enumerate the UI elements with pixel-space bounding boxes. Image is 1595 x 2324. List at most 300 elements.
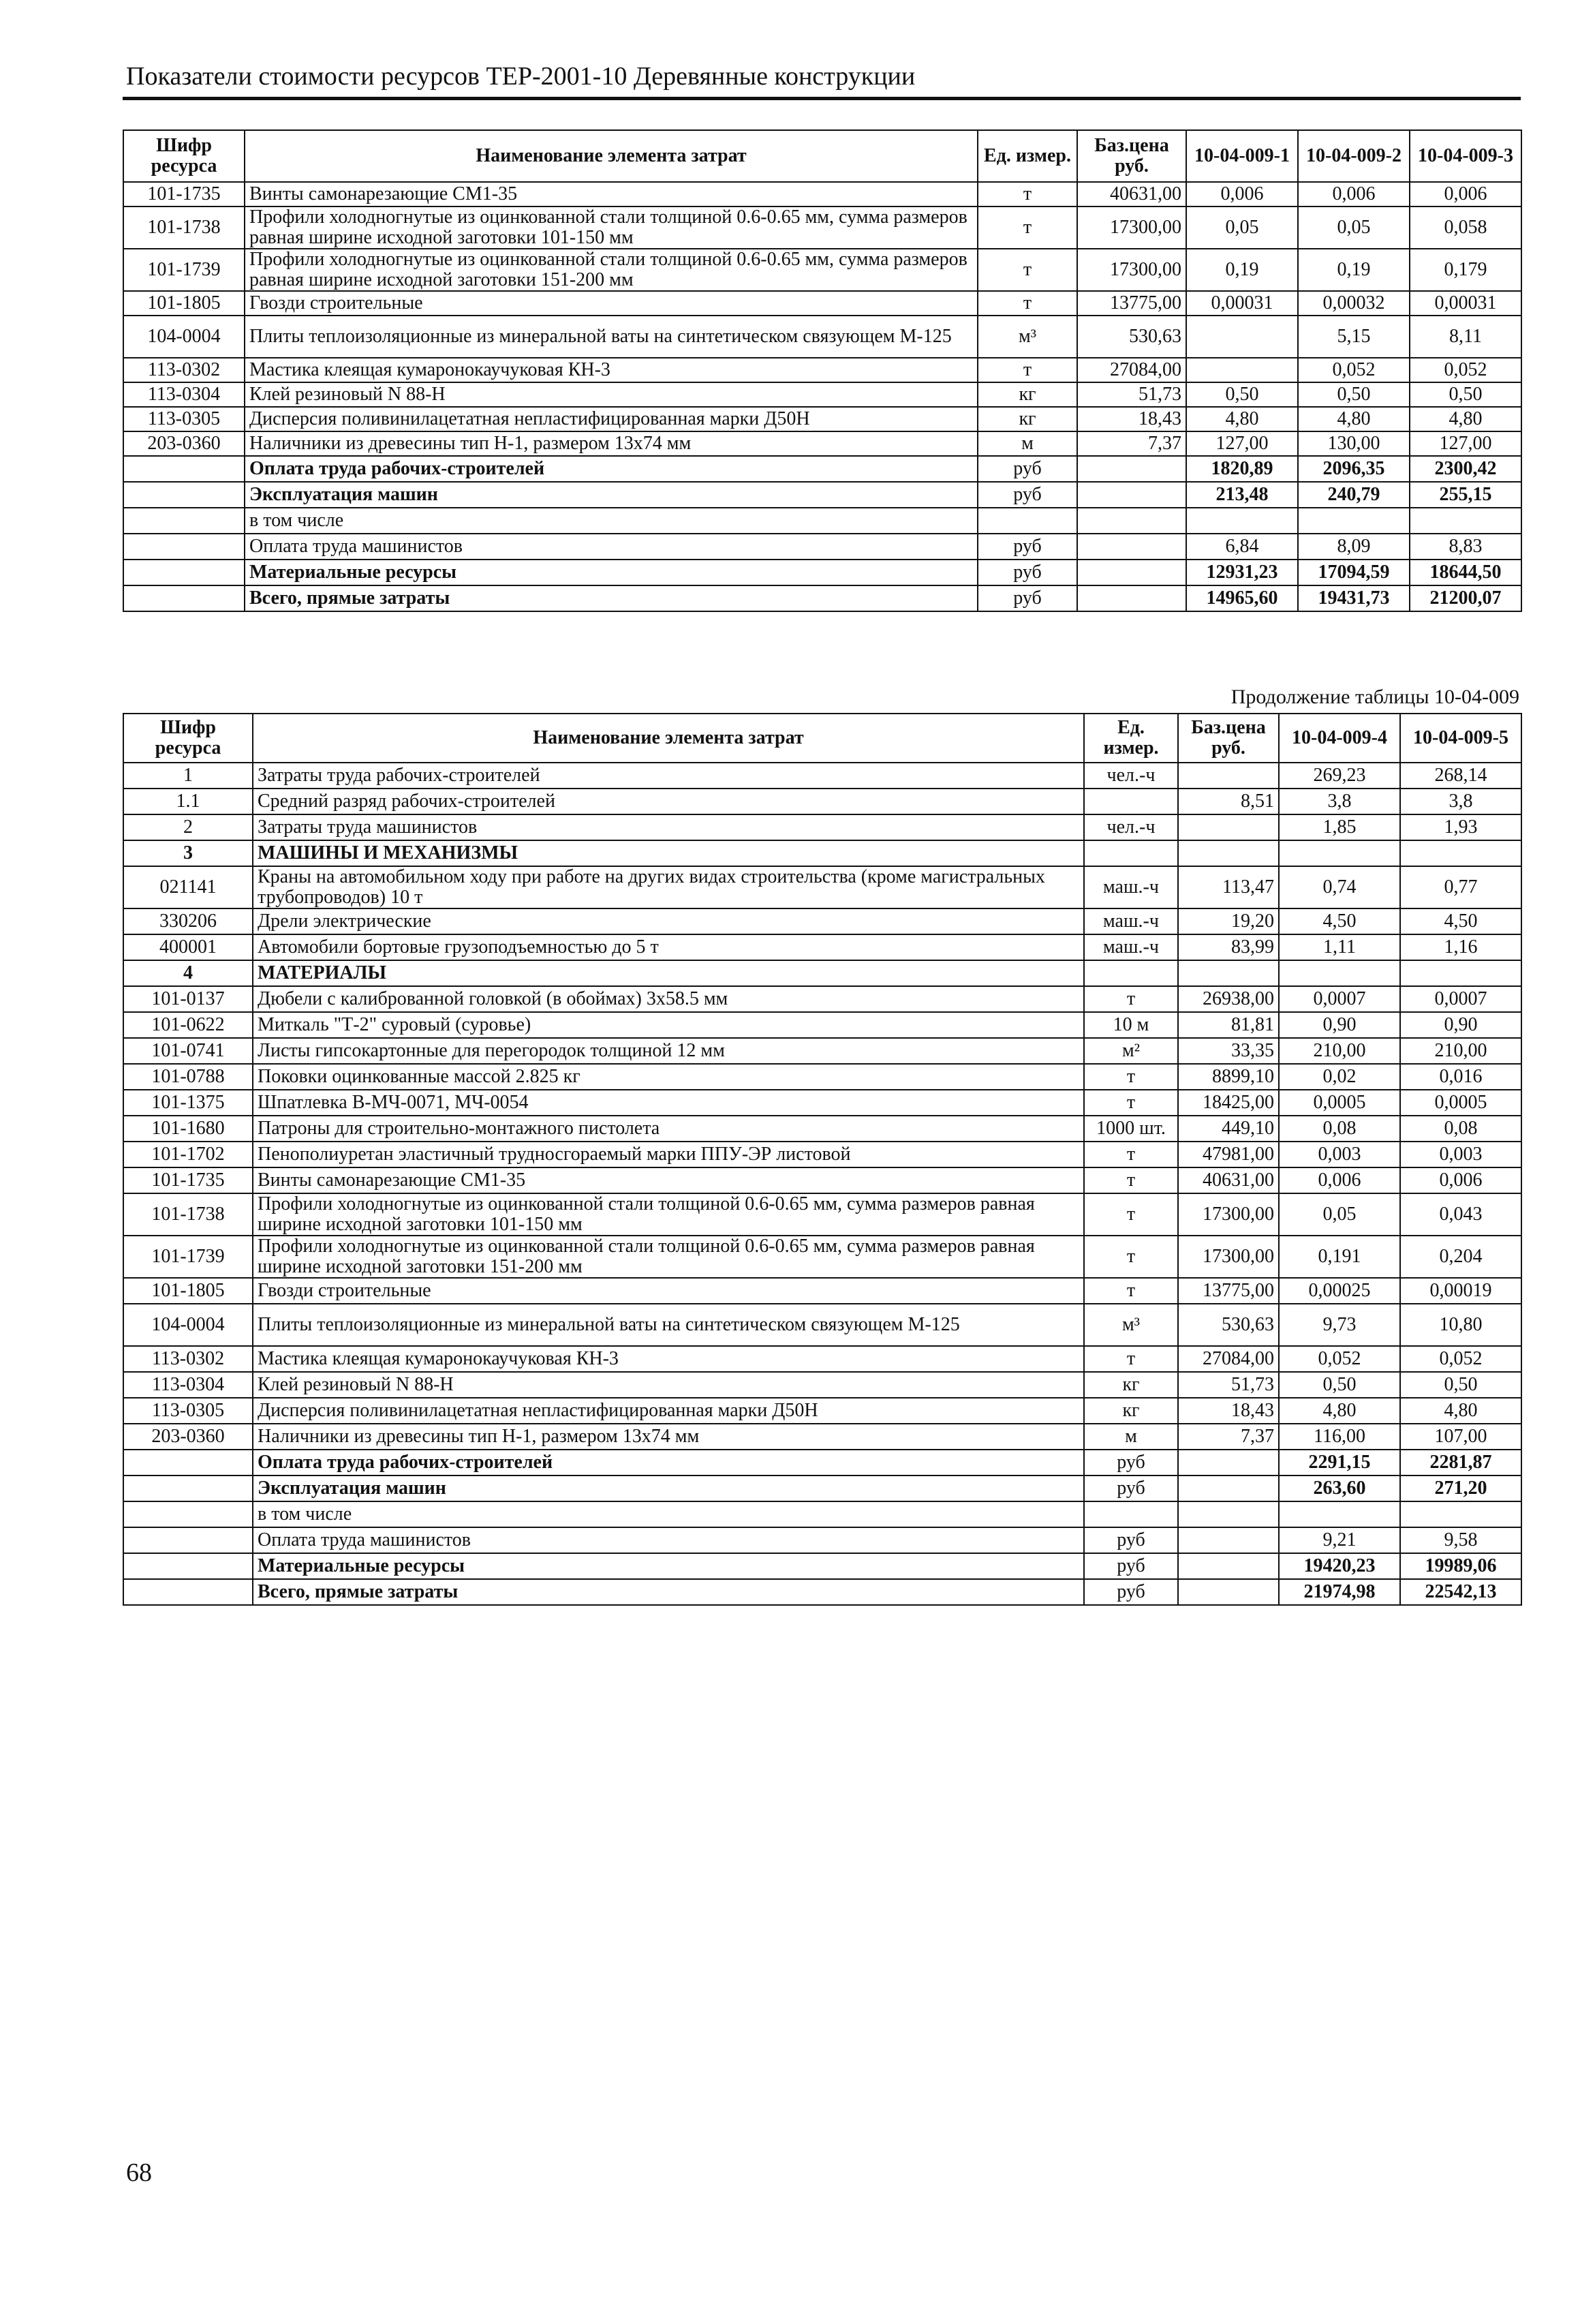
summary-row (123, 1450, 1521, 1476)
cost-element-name: Патроны для строительно-монтажного пистолета (253, 1116, 1084, 1142)
unit-cell: руб (978, 482, 1077, 508)
value-cell: 116,00 (1279, 1424, 1400, 1450)
value-cell: 0,058 (1410, 207, 1521, 249)
value-cell: 210,00 (1400, 1038, 1521, 1064)
col-header-v1: 10-04-009-1 (1186, 130, 1298, 182)
empty-price-cell (1178, 1450, 1279, 1476)
value-cell: 1,11 (1279, 934, 1400, 960)
value-cell (1279, 840, 1400, 866)
unit-cell: руб (978, 534, 1077, 560)
base-price-cell: 17300,00 (1178, 1236, 1279, 1278)
value-cell: 0,0007 (1400, 986, 1521, 1012)
value-cell: 0,204 (1400, 1236, 1521, 1278)
table-row (123, 407, 1521, 431)
resource-code: 203-0360 (123, 431, 245, 456)
value-cell (1186, 358, 1298, 382)
value-cell: 0,00031 (1410, 291, 1521, 316)
cost-element-name: Профили холодногнутые из оцинкованной стали толщиной 0.6-0.65 мм, сумма размеров равная ширине исходной заготовки 151-200 мм (245, 249, 978, 291)
summary-label: Оплата труда машинистов (253, 1527, 1084, 1553)
unit-cell: руб (978, 560, 1077, 585)
summary-label: в том числе (245, 508, 978, 534)
empty-code-cell (123, 1450, 253, 1476)
table-row (123, 934, 1521, 960)
empty-code-cell (123, 1476, 253, 1501)
empty-price-cell (1077, 482, 1186, 508)
resource-code: 113-0302 (123, 358, 245, 382)
resource-code: 101-1805 (123, 1278, 253, 1304)
empty-code-cell (123, 1501, 253, 1527)
empty-code-cell (123, 560, 245, 585)
table-row (123, 382, 1521, 407)
summary-row (123, 1527, 1521, 1553)
value-cell: 0,052 (1298, 358, 1410, 382)
resource-code: 113-0305 (123, 407, 245, 431)
table-row (123, 207, 1521, 249)
resource-code: 101-1805 (123, 291, 245, 316)
resource-code: 330206 (123, 908, 253, 934)
base-price-cell: 26938,00 (1178, 986, 1279, 1012)
value-cell: 0,179 (1410, 249, 1521, 291)
table-row (123, 986, 1521, 1012)
value-cell: 0,00025 (1279, 1278, 1400, 1304)
cost-element-name: Поковки оцинкованные массой 2.825 кг (253, 1064, 1084, 1090)
cost-element-name: Мастика клеящая кумаронокаучуковая КН-3 (245, 358, 978, 382)
table-row (123, 814, 1521, 840)
summary-row (123, 508, 1521, 534)
base-price-cell: 83,99 (1178, 934, 1279, 960)
resource-code: 101-1735 (123, 182, 245, 207)
empty-price-cell (1178, 1579, 1279, 1605)
value-cell: 19420,23 (1279, 1553, 1400, 1579)
value-cell: 0,052 (1400, 1346, 1521, 1372)
base-price-cell: 51,73 (1077, 382, 1186, 407)
value-cell: 0,003 (1400, 1142, 1521, 1167)
value-cell (1186, 508, 1298, 534)
cost-element-name: Мастика клеящая кумаронокаучуковая КН-3 (253, 1346, 1084, 1372)
unit-cell: маш.-ч (1084, 908, 1178, 934)
base-price-cell: 40631,00 (1178, 1167, 1279, 1193)
value-cell: 21974,98 (1279, 1579, 1400, 1605)
base-price-cell: 40631,00 (1077, 182, 1186, 207)
base-price-cell: 27084,00 (1178, 1346, 1279, 1372)
value-cell: 0,19 (1186, 249, 1298, 291)
value-cell: 0,19 (1298, 249, 1410, 291)
value-cell: 4,80 (1410, 407, 1521, 431)
empty-price-cell (1077, 534, 1186, 560)
resource-code: 113-0302 (123, 1346, 253, 1372)
unit-cell: т (1084, 1064, 1178, 1090)
table-row (123, 291, 1521, 316)
col-header-code: Шифр ресурса (123, 130, 245, 182)
value-cell: 0,191 (1279, 1236, 1400, 1278)
empty-price-cell (1178, 1501, 1279, 1527)
col-header-name: Наименование элемента затрат (253, 714, 1084, 763)
unit-cell: чел.-ч (1084, 763, 1178, 789)
value-cell: 0,50 (1400, 1372, 1521, 1398)
table-row (123, 1142, 1521, 1167)
resource-code: 1.1 (123, 789, 253, 814)
value-cell: 5,15 (1298, 316, 1410, 358)
summary-label: в том числе (253, 1501, 1084, 1527)
table-row (123, 1193, 1521, 1236)
value-cell: 9,21 (1279, 1527, 1400, 1553)
unit-cell: т (1084, 1236, 1178, 1278)
col-header-code: Шифр ресурса (123, 714, 253, 763)
summary-row (123, 534, 1521, 560)
cost-element-name: Миткаль "Т-2" суровый (суровье) (253, 1012, 1084, 1038)
unit-cell (1084, 840, 1178, 866)
value-cell: 0,02 (1279, 1064, 1400, 1090)
unit-cell: м (978, 431, 1077, 456)
unit-cell: т (978, 291, 1077, 316)
empty-code-cell (123, 1527, 253, 1553)
col-header-price: Баз.цена руб. (1178, 714, 1279, 763)
value-cell: 0,0005 (1400, 1090, 1521, 1116)
base-price-cell: 51,73 (1178, 1372, 1279, 1398)
resource-code: 2 (123, 814, 253, 840)
value-cell: 0,043 (1400, 1193, 1521, 1236)
empty-code-cell (123, 1553, 253, 1579)
empty-price-cell (1077, 585, 1186, 611)
value-cell: 240,79 (1298, 482, 1410, 508)
value-cell: 0,05 (1298, 207, 1410, 249)
empty-price-cell (1178, 1476, 1279, 1501)
cost-element-name: Шпатлевка В-МЧ-0071, МЧ-0054 (253, 1090, 1084, 1116)
value-cell: 6,84 (1186, 534, 1298, 560)
resource-code: 101-1680 (123, 1116, 253, 1142)
unit-cell: 1000 шт. (1084, 1116, 1178, 1142)
table-row (123, 1116, 1521, 1142)
unit-cell: т (1084, 1142, 1178, 1167)
cost-element-name: Листы гипсокартонные для перегородок толщиной 12 мм (253, 1038, 1084, 1064)
base-price-cell: 17300,00 (1077, 249, 1186, 291)
base-price-cell: 17300,00 (1178, 1193, 1279, 1236)
cost-element-name: Гвозди строительные (253, 1278, 1084, 1304)
summary-row (123, 1501, 1521, 1527)
value-cell: 9,58 (1400, 1527, 1521, 1553)
value-cell: 0,77 (1400, 866, 1521, 908)
base-price-cell: 27084,00 (1077, 358, 1186, 382)
resource-code: 101-0741 (123, 1038, 253, 1064)
empty-code-cell (123, 534, 245, 560)
unit-cell: руб (1084, 1450, 1178, 1476)
base-price-cell: 8899,10 (1178, 1064, 1279, 1090)
base-price-cell: 449,10 (1178, 1116, 1279, 1142)
value-cell: 213,48 (1186, 482, 1298, 508)
value-cell: 4,80 (1400, 1398, 1521, 1424)
col-header-v5: 10-04-009-5 (1400, 714, 1521, 763)
value-cell: 0,0007 (1279, 986, 1400, 1012)
section-title: МАШИНЫ И МЕХАНИЗМЫ (253, 840, 1084, 866)
base-price-cell: 7,37 (1178, 1424, 1279, 1450)
value-cell: 0,90 (1279, 1012, 1400, 1038)
cost-element-name: Профили холодногнутые из оцинкованной стали толщиной 0.6-0.65 мм, сумма размеров равная ширине исходной заготовки 101-150 мм (253, 1193, 1084, 1236)
value-cell: 0,003 (1279, 1142, 1400, 1167)
base-price-cell: 19,20 (1178, 908, 1279, 934)
resource-code: 104-0004 (123, 1304, 253, 1346)
value-cell: 19989,06 (1400, 1553, 1521, 1579)
resource-code: 101-1738 (123, 207, 245, 249)
cost-element-name: Наличники из древесины тип Н-1, размером 13х74 мм (245, 431, 978, 456)
value-cell: 4,80 (1186, 407, 1298, 431)
value-cell: 210,00 (1279, 1038, 1400, 1064)
table-row (123, 431, 1521, 456)
table-row (123, 866, 1521, 908)
cost-element-name: Автомобили бортовые грузоподъемностью до 5 т (253, 934, 1084, 960)
cost-element-name: Дюбели с калиброванной головкой (в обоймах) 3х58.5 мм (253, 986, 1084, 1012)
table-row (123, 249, 1521, 291)
value-cell: 0,50 (1410, 382, 1521, 407)
summary-label: Всего, прямые затраты (245, 585, 978, 611)
summary-label: Эксплуатация машин (245, 482, 978, 508)
value-cell: 8,11 (1410, 316, 1521, 358)
value-cell: 8,09 (1298, 534, 1410, 560)
unit-cell: руб (978, 585, 1077, 611)
unit-cell: руб (1084, 1527, 1178, 1553)
value-cell: 0,006 (1186, 182, 1298, 207)
table-row (123, 1346, 1521, 1372)
summary-row (123, 560, 1521, 585)
unit-cell: т (1084, 1167, 1178, 1193)
value-cell: 0,006 (1279, 1167, 1400, 1193)
summary-label: Оплата труда рабочих-строителей (253, 1450, 1084, 1476)
resource-code: 1 (123, 763, 253, 789)
value-cell: 0,05 (1279, 1193, 1400, 1236)
value-cell: 0,006 (1298, 182, 1410, 207)
cost-element-name: Плиты теплоизоляционные из минеральной ваты на синтетическом связующем М-125 (245, 316, 978, 358)
table-row (123, 1304, 1521, 1346)
unit-cell: маш.-ч (1084, 866, 1178, 908)
col-header-v3: 10-04-009-3 (1410, 130, 1521, 182)
value-cell: 0,016 (1400, 1064, 1521, 1090)
table-row (123, 1038, 1521, 1064)
unit-cell: кг (978, 382, 1077, 407)
value-cell: 0,05 (1186, 207, 1298, 249)
section-row (123, 840, 1521, 866)
value-cell: 0,006 (1400, 1167, 1521, 1193)
cost-element-name: Клей резиновый N 88-Н (253, 1372, 1084, 1398)
section-title: МАТЕРИАЛЫ (253, 960, 1084, 986)
value-cell (1400, 1501, 1521, 1527)
empty-code-cell (123, 482, 245, 508)
empty-code-cell (123, 1579, 253, 1605)
value-cell (1186, 316, 1298, 358)
unit-cell: 10 м (1084, 1012, 1178, 1038)
value-cell: 2291,15 (1279, 1450, 1400, 1476)
col-header-name: Наименование элемента затрат (245, 130, 978, 182)
col-header-price: Баз.цена руб. (1077, 130, 1186, 182)
value-cell: 127,00 (1410, 431, 1521, 456)
resource-code: 101-1738 (123, 1193, 253, 1236)
resource-code: 101-1735 (123, 1167, 253, 1193)
unit-cell: чел.-ч (1084, 814, 1178, 840)
table-row (123, 1398, 1521, 1424)
unit-cell: т (978, 182, 1077, 207)
summary-label: Материальные ресурсы (245, 560, 978, 585)
resource-code: 101-0622 (123, 1012, 253, 1038)
summary-row (123, 1553, 1521, 1579)
col-header-unit: Ед. измер. (978, 130, 1077, 182)
unit-cell: т (978, 358, 1077, 382)
cost-element-name: Наличники из древесины тип Н-1, размером 13х74 мм (253, 1424, 1084, 1450)
value-cell: 127,00 (1186, 431, 1298, 456)
value-cell: 0,90 (1400, 1012, 1521, 1038)
resource-code: 4 (123, 960, 253, 986)
resource-code: 104-0004 (123, 316, 245, 358)
resource-code: 101-1375 (123, 1090, 253, 1116)
value-cell: 263,60 (1279, 1476, 1400, 1501)
base-price-cell (1178, 814, 1279, 840)
cost-table-2 (123, 713, 1522, 1606)
col-header-unit: Ед. измер. (1084, 714, 1178, 763)
resource-code: 101-1702 (123, 1142, 253, 1167)
value-cell: 1,85 (1279, 814, 1400, 840)
base-price-cell: 18,43 (1178, 1398, 1279, 1424)
value-cell (1279, 960, 1400, 986)
unit-cell: т (1084, 1090, 1178, 1116)
value-cell (1410, 508, 1521, 534)
unit-cell: т (1084, 1346, 1178, 1372)
table-row (123, 182, 1521, 207)
summary-label: Эксплуатация машин (253, 1476, 1084, 1501)
base-price-cell (1178, 763, 1279, 789)
value-cell: 0,74 (1279, 866, 1400, 908)
empty-price-cell (1077, 508, 1186, 534)
table-row (123, 763, 1521, 789)
value-cell: 14965,60 (1186, 585, 1298, 611)
value-cell: 0,08 (1279, 1116, 1400, 1142)
base-price-cell: 8,51 (1178, 789, 1279, 814)
value-cell: 1,93 (1400, 814, 1521, 840)
summary-row (123, 1579, 1521, 1605)
value-cell: 4,50 (1400, 908, 1521, 934)
unit-cell: руб (1084, 1553, 1178, 1579)
resource-code: 113-0305 (123, 1398, 253, 1424)
value-cell: 9,73 (1279, 1304, 1400, 1346)
base-price-cell: 530,63 (1178, 1304, 1279, 1346)
table-row (123, 789, 1521, 814)
value-cell: 18644,50 (1410, 560, 1521, 585)
base-price-cell: 18425,00 (1178, 1090, 1279, 1116)
unit-cell: кг (1084, 1398, 1178, 1424)
value-cell: 2281,87 (1400, 1450, 1521, 1476)
table-row (123, 316, 1521, 358)
value-cell: 3,8 (1400, 789, 1521, 814)
empty-price-cell (1178, 1527, 1279, 1553)
resource-code: 101-0788 (123, 1064, 253, 1090)
value-cell: 2300,42 (1410, 456, 1521, 482)
base-price-cell: 47981,00 (1178, 1142, 1279, 1167)
value-cell: 4,50 (1279, 908, 1400, 934)
summary-row (123, 585, 1521, 611)
base-price-cell: 81,81 (1178, 1012, 1279, 1038)
cost-table-1 (123, 129, 1522, 612)
base-price-cell: 13775,00 (1178, 1278, 1279, 1304)
resource-code: 113-0304 (123, 382, 245, 407)
cost-element-name: Винты самонарезающие СМ1-35 (245, 182, 978, 207)
cost-element-name: Средний разряд рабочих-строителей (253, 789, 1084, 814)
value-cell: 12931,23 (1186, 560, 1298, 585)
unit-cell: м (1084, 1424, 1178, 1450)
cost-element-name: Пенополиуретан эластичный трудносгораемый марки ППУ-ЭР листовой (253, 1142, 1084, 1167)
value-cell: 8,83 (1410, 534, 1521, 560)
empty-price-cell (1178, 1553, 1279, 1579)
cost-element-name: Краны на автомобильном ходу при работе на других видах строительства (кроме магистральных трубопроводов) 10 т (253, 866, 1084, 908)
unit-cell: м³ (978, 316, 1077, 358)
table-header-row (123, 130, 1521, 182)
unit-cell: руб (978, 456, 1077, 482)
value-cell: 0,00031 (1186, 291, 1298, 316)
value-cell: 2096,35 (1298, 456, 1410, 482)
table-row (123, 908, 1521, 934)
value-cell: 21200,07 (1410, 585, 1521, 611)
table-header-row (123, 714, 1521, 763)
value-cell: 107,00 (1400, 1424, 1521, 1450)
summary-label: Всего, прямые затраты (253, 1579, 1084, 1605)
unit-cell: т (1084, 986, 1178, 1012)
value-cell (1279, 1501, 1400, 1527)
summary-row (123, 456, 1521, 482)
unit-cell (978, 508, 1077, 534)
resource-code: 021141 (123, 866, 253, 908)
value-cell: 1,16 (1400, 934, 1521, 960)
cost-element-name: Профили холодногнутые из оцинкованной стали толщиной 0.6-0.65 мм, сумма размеров равная ширине исходной заготовки 151-200 мм (253, 1236, 1084, 1278)
continuation-label: Продолжение таблицы 10-04-009 (1230, 686, 1519, 708)
base-price-cell: 17300,00 (1077, 207, 1186, 249)
value-cell: 0,50 (1279, 1372, 1400, 1398)
value-cell: 0,00032 (1298, 291, 1410, 316)
unit-cell: кг (1084, 1372, 1178, 1398)
cost-element-name: Дисперсия поливинилацетатная непластифицированная марки Д50Н (245, 407, 978, 431)
resource-code: 101-1739 (123, 249, 245, 291)
base-price-cell: 33,35 (1178, 1038, 1279, 1064)
unit-cell (1084, 1501, 1178, 1527)
col-header-v4: 10-04-009-4 (1279, 714, 1400, 763)
summary-label: Оплата труда рабочих-строителей (245, 456, 978, 482)
page-header: Показатели стоимости ресурсов ТЕР-2001-10 Деревянные конструкции (126, 62, 916, 91)
value-cell: 0,052 (1279, 1346, 1400, 1372)
value-cell: 19431,73 (1298, 585, 1410, 611)
table-row (123, 1424, 1521, 1450)
base-price-cell (1178, 960, 1279, 986)
table-row (123, 1064, 1521, 1090)
table-row (123, 1278, 1521, 1304)
base-price-cell: 7,37 (1077, 431, 1186, 456)
value-cell: 0,052 (1410, 358, 1521, 382)
table-row (123, 1090, 1521, 1116)
cost-element-name: Винты самонарезающие СМ1-35 (253, 1167, 1084, 1193)
cost-element-name: Затраты труда машинистов (253, 814, 1084, 840)
value-cell: 4,80 (1279, 1398, 1400, 1424)
unit-cell: т (1084, 1278, 1178, 1304)
base-price-cell: 113,47 (1178, 866, 1279, 908)
table-row (123, 1167, 1521, 1193)
summary-label: Материальные ресурсы (253, 1553, 1084, 1579)
table-row (123, 358, 1521, 382)
value-cell: 17094,59 (1298, 560, 1410, 585)
summary-row (123, 482, 1521, 508)
value-cell: 4,80 (1298, 407, 1410, 431)
value-cell: 0,08 (1400, 1116, 1521, 1142)
empty-price-cell (1077, 560, 1186, 585)
cost-element-name: Плиты теплоизоляционные из минеральной ваты на синтетическом связующем М-125 (253, 1304, 1084, 1346)
value-cell: 0,00019 (1400, 1278, 1521, 1304)
cost-element-name: Профили холодногнутые из оцинкованной стали толщиной 0.6-0.65 мм, сумма размеров равная ширине исходной заготовки 101-150 мм (245, 207, 978, 249)
value-cell: 1820,89 (1186, 456, 1298, 482)
unit-cell: т (978, 207, 1077, 249)
unit-cell: кг (978, 407, 1077, 431)
value-cell: 0,50 (1298, 382, 1410, 407)
